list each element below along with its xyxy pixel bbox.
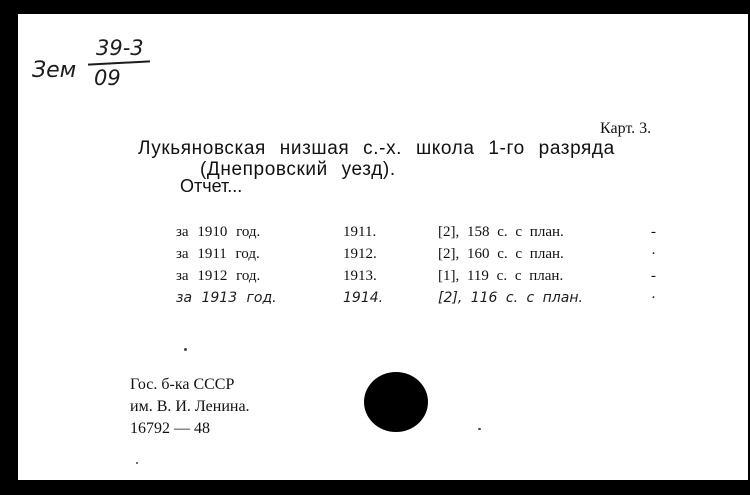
report-period: за 1913 год.	[176, 290, 277, 306]
speck	[184, 348, 187, 351]
report-mark: ·	[651, 290, 656, 306]
card-number: Карт. 3.	[600, 120, 652, 137]
stamp-line-name: им. В. И. Ленина.	[130, 398, 250, 415]
report-period: за 1910 год.	[176, 224, 261, 240]
report-mark: ·	[651, 246, 656, 262]
report-sheets: [1], 119 с. с план.	[438, 268, 564, 284]
record-title: Лукьяновская низшая с.-х. школа 1-го разряда	[138, 138, 615, 159]
report-row-handwritten	[176, 290, 736, 312]
shelfmark-denominator: 09	[94, 66, 121, 90]
document-type: Отчет...	[180, 176, 243, 196]
report-mark: -	[651, 268, 656, 284]
report-row	[176, 268, 736, 290]
report-row	[176, 224, 736, 246]
report-year: 1913.	[343, 268, 377, 284]
report-row	[176, 246, 736, 268]
catalog-card	[18, 14, 748, 480]
report-sheets: [2], 116 с. с план.	[438, 290, 583, 306]
speck	[136, 462, 138, 464]
shelfmark-fraction-line	[88, 60, 150, 65]
report-sheets: [2], 160 с. с план.	[438, 246, 564, 262]
shelfmark-prefix: Зем	[32, 58, 77, 83]
report-year: 1911.	[343, 224, 377, 240]
report-period: за 1911 год.	[176, 246, 260, 262]
shelfmark-numerator: 39-3	[96, 36, 144, 60]
report-mark: -	[651, 224, 656, 240]
report-period: за 1912 год.	[176, 268, 261, 284]
speck	[478, 428, 481, 430]
stamp-line-number: 16792 — 48	[130, 420, 210, 437]
report-year: 1912.	[343, 246, 377, 262]
library-stamp	[130, 374, 250, 440]
report-year: 1914.	[343, 290, 384, 306]
report-sheets: [2], 158 с. с план.	[438, 224, 564, 240]
punch-hole	[364, 372, 428, 432]
record-subtitle: (Днепровский уезд).	[200, 159, 396, 180]
stamp-line-library: Гос. б-ка СССР	[130, 376, 235, 393]
